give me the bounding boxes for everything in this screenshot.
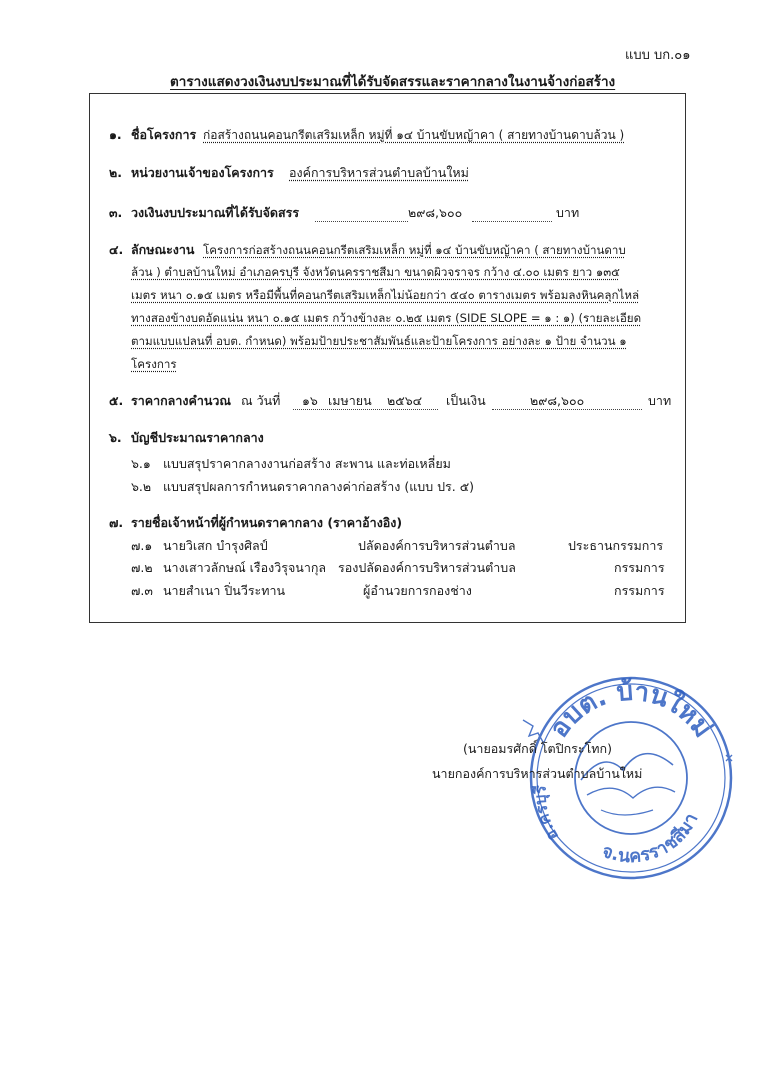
reference-price-amount: ๒๙๘,๖๐๐ [530,393,585,408]
work-description-line-1: โครงการก่อสร้างถนนคอนกรีตเสริมเหล็ก หมู่ที่ ๑๔ บ้านขับหญ้าคา ( สายทางบ้านดาบ [203,243,626,257]
seal-text-left [530,784,562,844]
committee-member-number: ๗.๑ [131,538,153,553]
item1-label: ชื่อโครงการ [131,127,197,142]
committee-member-position: ผู้อำนวยการกองช่าง [363,583,472,598]
item5-number: ๕. [109,393,124,408]
committee-member-role: กรรมการ [614,560,665,575]
work-description-line-5: ตามแบบแปลนที่ อบต. กำหนด) พร้อมป้ายประชาสัมพันธ์และป้ายโครงการ อย่างละ ๑ ป้าย จำนวน ๑ [131,334,627,348]
form-code: แบบ บก.๐๑ [625,48,691,63]
date-prefix: ณ วันที่ [241,393,281,408]
item7-label: รายชื่อเจ้าหน้าที่ผู้กำหนดราคากลาง (ราคาอ้างอิง) [131,515,403,530]
item3-number: ๓. [109,205,123,220]
committee-member-position: รองปลัดองค์การบริหารส่วนตำบล [338,560,516,575]
estimate-list-item-number: ๖.๑ [131,456,151,471]
work-description-line-2: ล้วน ) ตำบลบ้านใหม่ อำเภอครบุรี จังหวัดนครราชสีมา ขนาดผิวจราจร กว้าง ๔.๐๐ เมตร ยาว ๑๓๕ [131,265,620,279]
estimate-list-item: แบบสรุปราคากลางงานก่อสร้าง สะพาน และท่อเหลี่ยม [163,456,451,471]
committee-member-role: กรรมการ [614,583,665,598]
estimate-list-item: แบบสรุปผลการกำหนดราคากลางค่าก่อสร้าง (แบบ ปร. ๕) [163,479,475,494]
committee-member-number: ๗.๒ [131,560,153,575]
price-date-year: ๒๕๖๔ [387,393,423,408]
committee-member-role: ประธานกรรมการ [568,538,664,553]
committee-member-number: ๗.๓ [131,583,153,598]
price-date-day: ๑๖ [302,393,318,408]
seal-text-bottom [599,810,702,867]
budget-amount: ๒๙๘,๖๐๐ [408,205,463,220]
budget-unit: บาท [556,205,580,220]
agency-value: องค์การบริหารส่วนตำบลบ้านใหม่ [289,165,469,180]
project-name-value: ก่อสร้างถนนคอนกรีตเสริมเหล็ก หมู่ที่ ๑๔ บ้านขับหญ้าคา ( สายทางบ้านดาบล้วน ) [203,128,625,142]
reference-price-unit: บาท [648,393,672,408]
item3-label: วงเงินงบประมาณที่ได้รับจัดสรร [131,205,300,220]
seal-text-bottom-path: จ.นครราชสีมา [599,809,703,868]
item5-label: ราคากลางคำนวณ [131,393,232,408]
seal-text-left-path: อ.ครบุรี [530,784,563,845]
item4-label: ลักษณะงาน [131,242,195,257]
committee-member-position: ปลัดองค์การบริหารส่วนตำบล [358,538,516,553]
seal-text-top [544,677,718,744]
committee-member-name: นายวิเสก บำรุงศิลป์ [163,538,268,553]
estimate-list-item-number: ๖.๒ [131,479,152,494]
item1-number: ๑. [109,127,122,142]
item2-number: ๒. [109,165,122,180]
committee-member-name: นายสำเนา ปิ่นวีระทาน [163,583,286,598]
work-description-line-3: เมตร หนา ๐.๑๕ เมตร หรือมีพื้นที่คอนกรีตเสริมเหล็กไม่น้อยกว่า ๕๔๐ ตารางเมตร พร้อมลงหินคลุกไหล่ [131,288,640,302]
signatory-name: (นายอมรศักดิ์ โตปิกระโทก) [463,741,612,756]
item6-label: บัญชีประมาณราคากลาง [131,430,264,445]
work-description-line-6: โครงการ [131,357,177,371]
budget-leader-before [315,205,408,222]
item2-label: หน่วยงานเจ้าของโครงการ [131,165,274,180]
price-date-month: เมษายน [328,393,372,408]
budget-leader-after [472,205,552,222]
item4-number: ๔. [109,242,124,257]
item6-number: ๖. [109,430,122,445]
work-description-line-4: ทางสองข้างบดอัดแน่น หนา ๐.๑๕ เมตร กว้างข้างละ ๐.๒๕ เมตร (SIDE SLOPE = ๑ : ๑) (รายละเอียด [131,311,642,325]
page-title: ตารางแสดงวงเงินงบประมาณที่ได้รับจัดสรรและราคากลางในงานจ้างก่อสร้าง [170,74,616,90]
seal-text-top-path: อบต. บ้านใหม่ [544,676,718,744]
item7-number: ๗. [109,515,124,530]
committee-member-name: นางเสาวลักษณ์ เรืองวิรุจนากุล [163,560,327,575]
amount-label: เป็นเงิน [446,393,486,408]
signatory-title: นายกองค์การบริหารส่วนตำบลบ้านใหม่ [432,766,643,781]
